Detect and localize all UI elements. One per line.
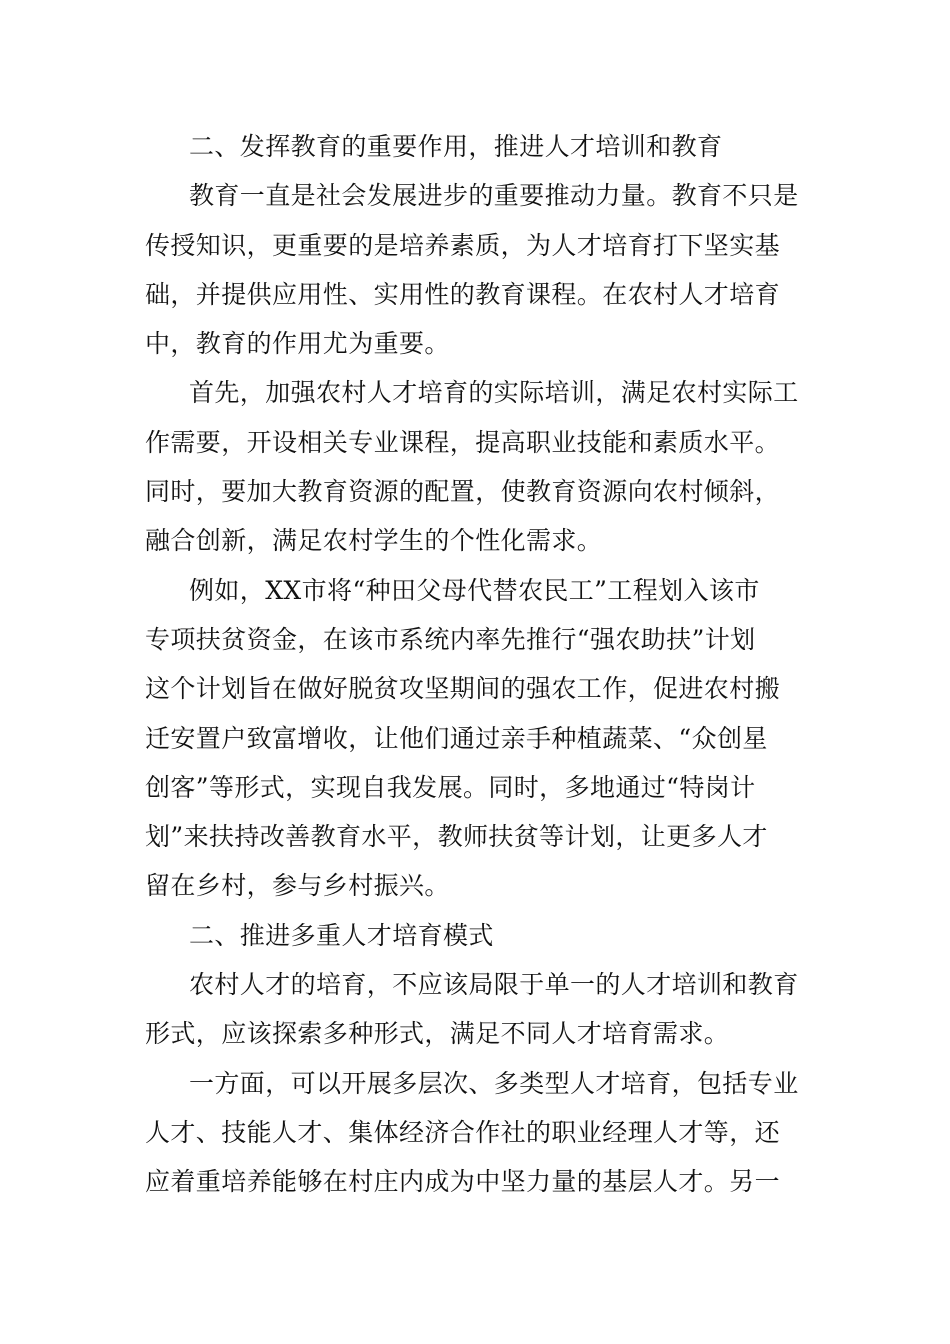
text-line: 农村人才的培育，不应该局限于单一的人才培训和教育 <box>189 970 799 1000</box>
text-line: 划”来扶持改善教育水平，教师扶贫等计划，让更多人才 <box>145 822 768 852</box>
section-heading-1: 二、发挥教育的重要作用，推进人才培训和教育 <box>189 132 723 161</box>
text-line: 一方面，可以开展多层次、多类型人才培育，包括专业 <box>189 1068 799 1098</box>
text-line: 应着重培养能够在村庄内成为中坚力量的基层人才。另一 <box>145 1167 781 1197</box>
text-line: 创客”等形式，实现自我发展。同时，多地通过“特岗计 <box>145 772 756 802</box>
text-line: 础，并提供应用性、实用性的教育课程。在农村人才培育 <box>145 279 781 309</box>
text-line: 形式，应该探索多种形式，满足不同人才培育需求。 <box>145 1019 730 1049</box>
text-line: 迁安置户致富增收，让他们通过亲手种植蔬菜、“众创星 <box>145 723 768 753</box>
text-line: 作需要，开设相关专业课程，提高职业技能和素质水平。 <box>145 427 781 457</box>
text-line: 融合创新，满足农村学生的个性化需求。 <box>145 526 603 556</box>
text-line: 留在乡村，参与乡村振兴。 <box>145 871 450 901</box>
text-line: 这个计划旨在做好脱贫攻坚期间的强农工作，促进农村搬 <box>145 674 781 704</box>
section-heading-2: 二、推进多重人才培育模式 <box>189 920 494 950</box>
text-line: 传授知识，更重要的是培养素质，为人才培育打下坚实基 <box>145 230 781 260</box>
text-line: 人才、技能人才、集体经济合作社的职业经理人才等，还 <box>145 1117 781 1147</box>
text-line: 中，教育的作用尤为重要。 <box>145 329 450 359</box>
text-line: 首先，加强农村人才培育的实际培训，满足农村实际工 <box>189 378 799 408</box>
text-line: 同时，要加大教育资源的配置，使教育资源向农村倾斜， <box>145 477 781 507</box>
document-body <box>145 122 810 1207</box>
text-line: 教育一直是社会发展进步的重要推动力量。教育不只是 <box>189 181 799 211</box>
text-line: 例如，XX市将“种田父母代替农民工”工程划入该市 <box>189 575 760 605</box>
text-line: 专项扶贫资金，在该市系统内率先推行“强农助扶”计划 <box>145 624 756 654</box>
